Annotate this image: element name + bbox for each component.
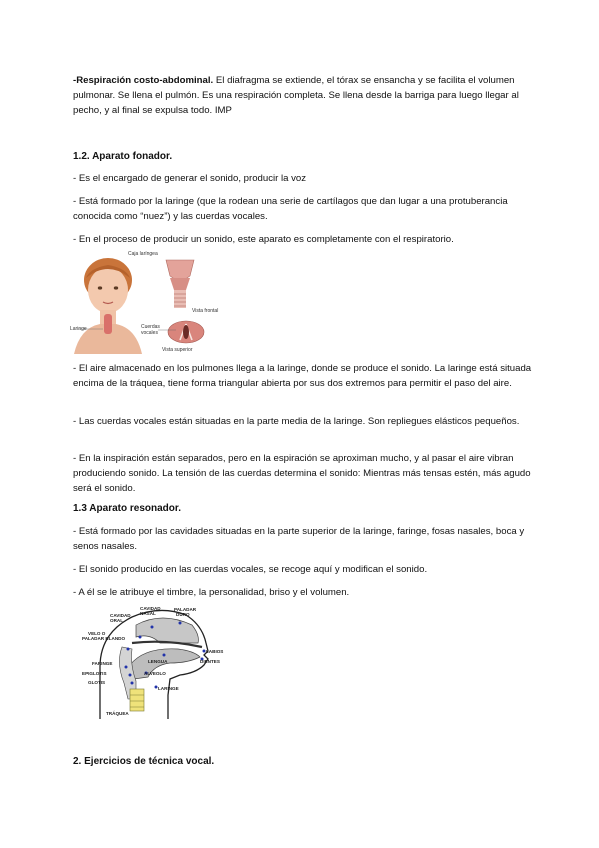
label-vista-superior: Vista superior	[162, 347, 193, 353]
intro-text: El diafragma se extiende, el tórax se ensancha y se facilita el volumen pulmonar. Se llena el pulmón. Es una respiración completa. Se llena desde la barriga para luego llegar al pecho, y al final se expulsa todo. IMP	[73, 75, 519, 116]
label-vista-frontal: Vista frontal	[192, 308, 219, 314]
larynx-frontal-illustration	[166, 260, 194, 308]
fonador-paragraph-1: - Es el encargado de generar el sonido, producir la voz	[73, 173, 307, 184]
resonador-paragraph-2: - El sonido producido en las cuerdas vocales, se recoge aquí y modifican el sonido.	[73, 564, 428, 575]
heading-ejercicios: 2. Ejercicios de técnica vocal.	[73, 756, 215, 767]
label-epiglotis: EPIGLOTIS	[82, 671, 107, 676]
fonador-paragraph-4: - El aire almacenado en los pulmones llega a la laringe, donde se produce el sonido. La laringe está situada encima de la tráquea, tiene forma triangular abierta por sus dos extremos para permitir el paso del aire.	[73, 363, 532, 389]
fonador-paragraph-2: - Está formado por la laringe (que la rodean una serie de cartílagos que dan lugar a una protuberancia conocida como “nuez”) y las cuerdas vocales.	[73, 196, 508, 222]
label-cuerdas: Cuerdas	[141, 324, 160, 330]
heading-aparato-fonador: 1.2. Aparato fonador.	[73, 151, 173, 162]
label-cavidad-nasal-1: CAVIDAD	[140, 606, 161, 611]
label-lengua: LENGUA	[148, 659, 168, 664]
larynx-superior-illustration	[168, 321, 204, 343]
label-caja-laringea: Caja laríngea	[128, 251, 158, 257]
label-cavidad-nasal-2: NASAL	[140, 611, 156, 616]
label-cavidad-oral-2: ORAL	[110, 618, 124, 623]
label-paladar-duro-1: PALADAR	[174, 607, 197, 612]
resonador-paragraph-3: - A él se le atribuye el timbre, la personalidad, briso y el volumen.	[73, 587, 350, 598]
label-dientes: DIENTES	[200, 659, 220, 664]
label-cavidad-oral-1: CAVIDAD	[110, 613, 131, 618]
vocal-tract-figure	[70, 603, 222, 719]
label-glotis: GLOTIS	[88, 680, 106, 685]
heading-aparato-resonador: 1.3 Aparato resonador.	[73, 503, 181, 514]
label-laringe-resonador: LARINGE	[158, 686, 179, 691]
fonador-paragraph-3: - En el proceso de producir un sonido, este aparato es completamente con el respiratorio.	[73, 234, 454, 245]
label-labios: LABIOS	[206, 649, 224, 654]
intro-bold-lead: -Respiración costo-abdominal.	[73, 75, 214, 86]
vocal-tract-illustration	[100, 610, 208, 719]
larynx-figure	[70, 250, 219, 354]
fonador-paragraph-6: - En la inspiración están separados, pero en la espiración se aproximan mucho, y al pasar el aire vibran produciendo sonido. La tensión de las cuerdas determina el sonido: Mientras más tensas estén, más agudo será el sonido.	[73, 453, 531, 494]
fonador-paragraph-5: - Las cuerdas vocales están situadas en la parte media de la laringe. Son repliegues elásticos pequeños.	[73, 416, 520, 427]
label-velo-2: PALADAR BLANDO	[82, 636, 126, 641]
label-vocales: vocales	[141, 330, 158, 336]
label-alveolo: ALVEOLO	[144, 671, 166, 676]
child-illustration	[74, 258, 142, 354]
label-velo-1: VELO O	[88, 631, 106, 636]
label-faringe: FARINGE	[92, 661, 113, 666]
label-traquea: TRÁQUEA	[106, 711, 129, 716]
resonador-paragraph-1: - Está formado por las cavidades situadas en la parte superior de la laringe, faringe, fosas nasales, boca y senos nasales.	[73, 526, 525, 552]
intro-paragraph	[73, 73, 533, 118]
label-paladar-duro-2: DURO	[176, 612, 190, 617]
label-laringe: Laringe	[70, 326, 87, 332]
